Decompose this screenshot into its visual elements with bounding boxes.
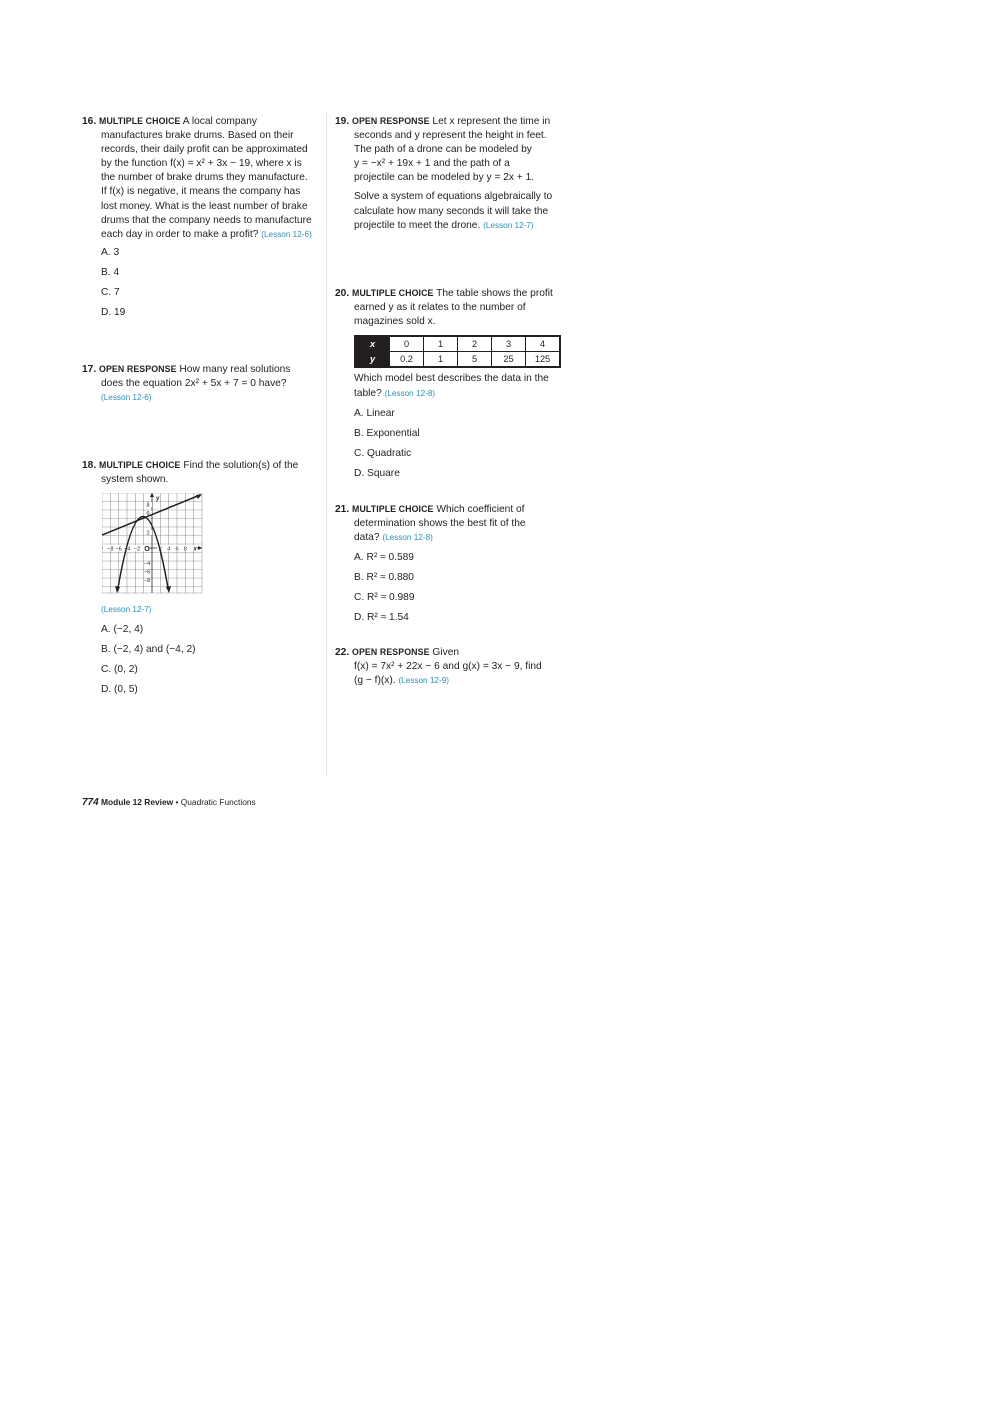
question-20 (335, 286, 561, 487)
question-type: OPEN RESPONSE (352, 116, 430, 126)
answer-choice-a[interactable]: A. 3 (101, 246, 120, 258)
text-line: records, their daily profit can be approximated (101, 144, 308, 156)
text-line: system shown. (101, 474, 169, 486)
text-line: seconds and y represent the height in feet. (354, 130, 547, 142)
question-type: OPEN RESPONSE (99, 364, 177, 374)
question-number: 19. (335, 116, 350, 127)
question-21-text (335, 502, 526, 545)
column-divider (326, 112, 327, 777)
table-cell: 1 (424, 352, 458, 368)
module-title: Module 12 Review (101, 797, 174, 807)
question-22 (335, 645, 542, 688)
text-line: Solve a system of equations algebraically to (354, 191, 553, 203)
question-19-instructions (335, 190, 552, 232)
x-tick-4: 4 (167, 546, 171, 553)
text-line: Find the solution(s) of the (183, 460, 299, 471)
text-line: each day in order to make a profit? (101, 228, 259, 240)
x-tick-neg4: −4 (123, 546, 131, 553)
question-18-text (82, 458, 298, 487)
answer-choice-b[interactable]: B. 4 (101, 266, 120, 278)
text-line: How many real solutions (179, 364, 291, 375)
question-16-text (82, 114, 312, 242)
question-type: OPEN RESPONSE (352, 647, 430, 657)
question-number: 18. (82, 460, 97, 471)
question-16 (82, 114, 312, 326)
x-tick-8: 8 (183, 546, 187, 553)
text-line: magazines sold x. (354, 316, 436, 328)
parabola-right-arrow-icon (166, 586, 171, 593)
answer-choice-c[interactable]: C. 7 (101, 286, 120, 298)
table-cell: 125 (526, 352, 561, 368)
answer-choice-a[interactable]: A. R² ≈ 0.589 (354, 552, 414, 564)
table-cell: 1 (424, 336, 458, 352)
answer-choice-d[interactable]: D. R² ≈ 1.54 (354, 612, 409, 624)
text-line: table? (354, 387, 382, 399)
y-axis-label: y (156, 496, 160, 503)
system-graph (102, 493, 204, 596)
text-line: manufactures brake drums. Based on their (101, 130, 294, 142)
question-number: 20. (335, 288, 350, 299)
text-line: lost money. What is the least number of brake (101, 200, 308, 212)
answer-choice-c[interactable]: C. Quadratic (354, 447, 412, 459)
lesson-reference: (Lesson 12-6) (101, 393, 152, 403)
text-line: earned y as it relates to the number of (354, 302, 526, 314)
question-number: 21. (335, 504, 350, 515)
answer-choice-a[interactable]: A. Linear (354, 407, 395, 419)
x-axis-arrow-icon (198, 546, 202, 550)
text-line: y = −x² + 19x + 1 and the path of a (354, 158, 510, 170)
answer-choice-c[interactable]: C. (0, 2) (101, 664, 138, 676)
table-cell: 3 (492, 336, 526, 352)
question-number: 16. (82, 116, 97, 127)
answer-choice-b[interactable]: B. R² ≈ 0.880 (354, 572, 414, 584)
x-axis-label: x (193, 546, 197, 553)
text-line: calculate how many seconds it will take the (354, 205, 549, 217)
x-tick-neg2: −2 (133, 546, 141, 553)
lesson-reference: (Lesson 12-8) (382, 533, 433, 543)
question-type: MULTIPLE CHOICE (99, 116, 181, 126)
x-tick-2: 2 (158, 546, 162, 553)
y-tick-neg8: −8 (143, 578, 151, 585)
answer-choice-d[interactable]: D. (0, 5) (101, 684, 138, 696)
question-type: MULTIPLE CHOICE (352, 288, 434, 298)
footer-topic: Quadratic Functions (180, 797, 256, 807)
text-line: If f(x) is negative, it means the company has (101, 186, 301, 198)
table-cell: 0.2 (390, 352, 424, 368)
text-line: by the function f(x) = x² + 3x − 19, where x is (101, 158, 302, 170)
text-line: f(x) = 7x² + 22x − 6 and g(x) = 3x − 9, find (354, 661, 542, 673)
text-line: A local company (182, 116, 257, 127)
question-22-text (335, 645, 542, 688)
answer-choice-d[interactable]: D. 19 (101, 306, 126, 318)
x-tick-neg8: −8 (107, 546, 114, 553)
question-18 (82, 458, 298, 703)
table-cell: 2 (458, 336, 492, 352)
text-line: The path of a drone can be modeled by (354, 144, 532, 156)
y-tick-2: 2 (146, 530, 150, 537)
text-line: the number of brake drums they manufacture. (101, 172, 308, 184)
question-20-followup (335, 372, 561, 400)
table-row (355, 352, 560, 368)
x-tick-6: 6 (175, 546, 179, 553)
y-tick-neg4: −4 (143, 561, 151, 568)
lesson-reference: (Lesson 12-9) (398, 676, 449, 686)
question-type: MULTIPLE CHOICE (352, 504, 434, 514)
text-line: Which coefficient of (436, 504, 525, 515)
parabola-left-arrow-icon (115, 586, 120, 593)
text-line: Which model best describes the data in the (354, 373, 549, 385)
text-line: drums that the company needs to manufacture (101, 214, 312, 226)
text-line: (g − f)(x). (354, 675, 396, 687)
text-line: data? (354, 532, 380, 544)
question-number: 17. (82, 364, 97, 375)
lesson-reference: (Lesson 12-7) (483, 220, 534, 230)
x-tick-neg6: −6 (115, 546, 122, 553)
table-cell: 0 (390, 336, 424, 352)
answer-choice-b[interactable]: B. (−2, 4) and (−4, 2) (101, 644, 196, 656)
question-20-text (335, 286, 561, 329)
page-number: 774 (82, 797, 99, 808)
table-cell: 25 (492, 352, 526, 368)
text-line: does the equation 2x² + 5x + 7 = 0 have? (101, 378, 287, 390)
text-line: The table shows the profit (436, 288, 553, 299)
question-17-text (82, 362, 290, 405)
answer-choice-a[interactable]: A. (−2, 4) (101, 624, 144, 636)
question-type: MULTIPLE CHOICE (99, 460, 181, 470)
y-tick-neg6: −6 (143, 569, 151, 576)
answer-choice-d[interactable]: D. Square (354, 467, 400, 479)
table-cell: 4 (526, 336, 561, 352)
question-number: 22. (335, 647, 350, 658)
y-axis-arrow-icon (150, 493, 154, 497)
page-footer (82, 797, 256, 808)
text-line: Given (432, 647, 460, 658)
answer-choice-c[interactable]: C. R² ≈ 0.989 (354, 592, 415, 604)
question-21 (335, 502, 526, 631)
line-arrow-icon (196, 494, 202, 499)
y-tick-6: 6 (146, 511, 150, 518)
footer-separator: • (175, 797, 179, 807)
data-table (354, 335, 561, 368)
question-17 (82, 362, 290, 405)
question-19 (335, 114, 552, 233)
question-19-text (335, 114, 552, 185)
y-tick-8: 8 (146, 502, 150, 509)
question-18-lesson (82, 603, 298, 617)
lesson-reference: (Lesson 12-6) (261, 229, 312, 239)
x-header: x (355, 336, 390, 352)
text-line: projectile to meet the drone. (354, 219, 481, 231)
lesson-reference: (Lesson 12-7) (101, 605, 152, 615)
answer-choice-b[interactable]: B. Exponential (354, 427, 420, 439)
text-line: determination shows the best fit of the (354, 518, 526, 530)
table-cell: 5 (458, 352, 492, 368)
lesson-reference: (Lesson 12-8) (384, 388, 436, 398)
table-row (355, 336, 560, 352)
y-header: y (355, 352, 390, 368)
text-line: Let x represent the time in (432, 116, 551, 127)
origin-label: O (144, 546, 150, 554)
text-line: projectile can be modeled by y = 2x + 1. (354, 172, 535, 184)
